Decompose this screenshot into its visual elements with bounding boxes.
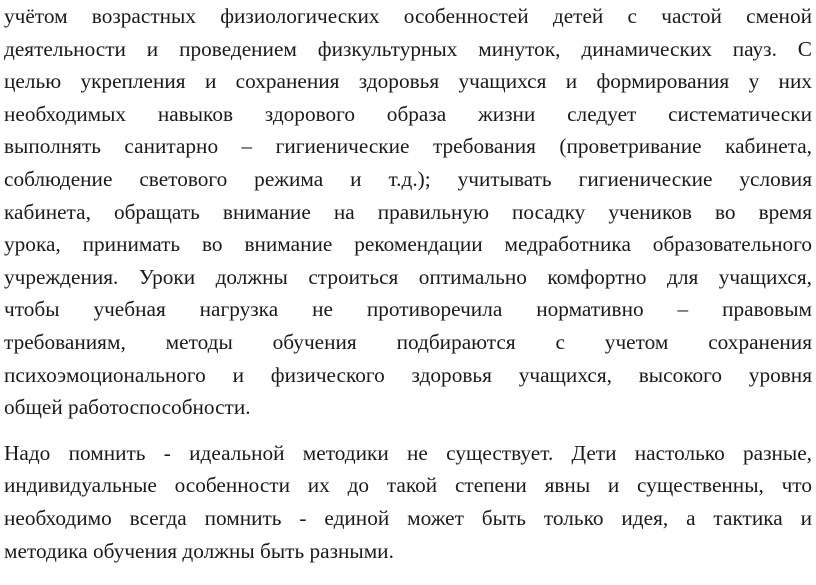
text-line: целью укрепления и сохранения здоровья учащихся и формирования у них [4, 69, 812, 94]
text-line: Надо помнить - идеальной методики не существует. Дети настолько разные, [4, 440, 812, 465]
paragraph-1 [4, 0, 812, 424]
text-line: психоэмоционального и физического здоровья учащихся, высокого уровня [4, 362, 812, 387]
text-line: выполнять санитарно – гигиенические требования (проветривание кабинета, [4, 134, 812, 159]
text-line: кабинета, обращать внимание на правильную посадку учеников во время [4, 199, 812, 224]
text-line: требованиям, методы обучения подбираются с учетом сохранения [4, 329, 812, 354]
text-line: необходимо всегда помнить - единой может быть только идея, а тактика и [4, 505, 812, 530]
text-line: урока, принимать во внимание рекомендации медработника образовательного [4, 232, 812, 257]
text-line: общей работоспособности. [4, 395, 251, 420]
text-line: чтобы учебная нагрузка не противоречила нормативно – правовым [4, 297, 812, 322]
text-line: методика обучения должны быть разными. [4, 538, 394, 563]
text-line: необходимых навыков здорового образа жизни следует систематически [4, 101, 812, 126]
text-line: учётом возрастных физиологических особенностей детей с частой сменой [4, 4, 812, 28]
document-page [4, 0, 812, 567]
paragraph-spacing [4, 424, 812, 437]
text-line: соблюдение светового режима и т.д.); учитывать гигиенические условия [4, 166, 812, 191]
paragraph-2 [4, 437, 812, 567]
text-line: учреждения. Уроки должны строиться оптимально комфортно для учащихся, [4, 264, 812, 289]
text-line: индивидуальные особенности их до такой степени явны и существенны, что [4, 473, 812, 498]
text-line: деятельности и проведением физкультурных минуток, динамических пауз. С [4, 36, 812, 61]
